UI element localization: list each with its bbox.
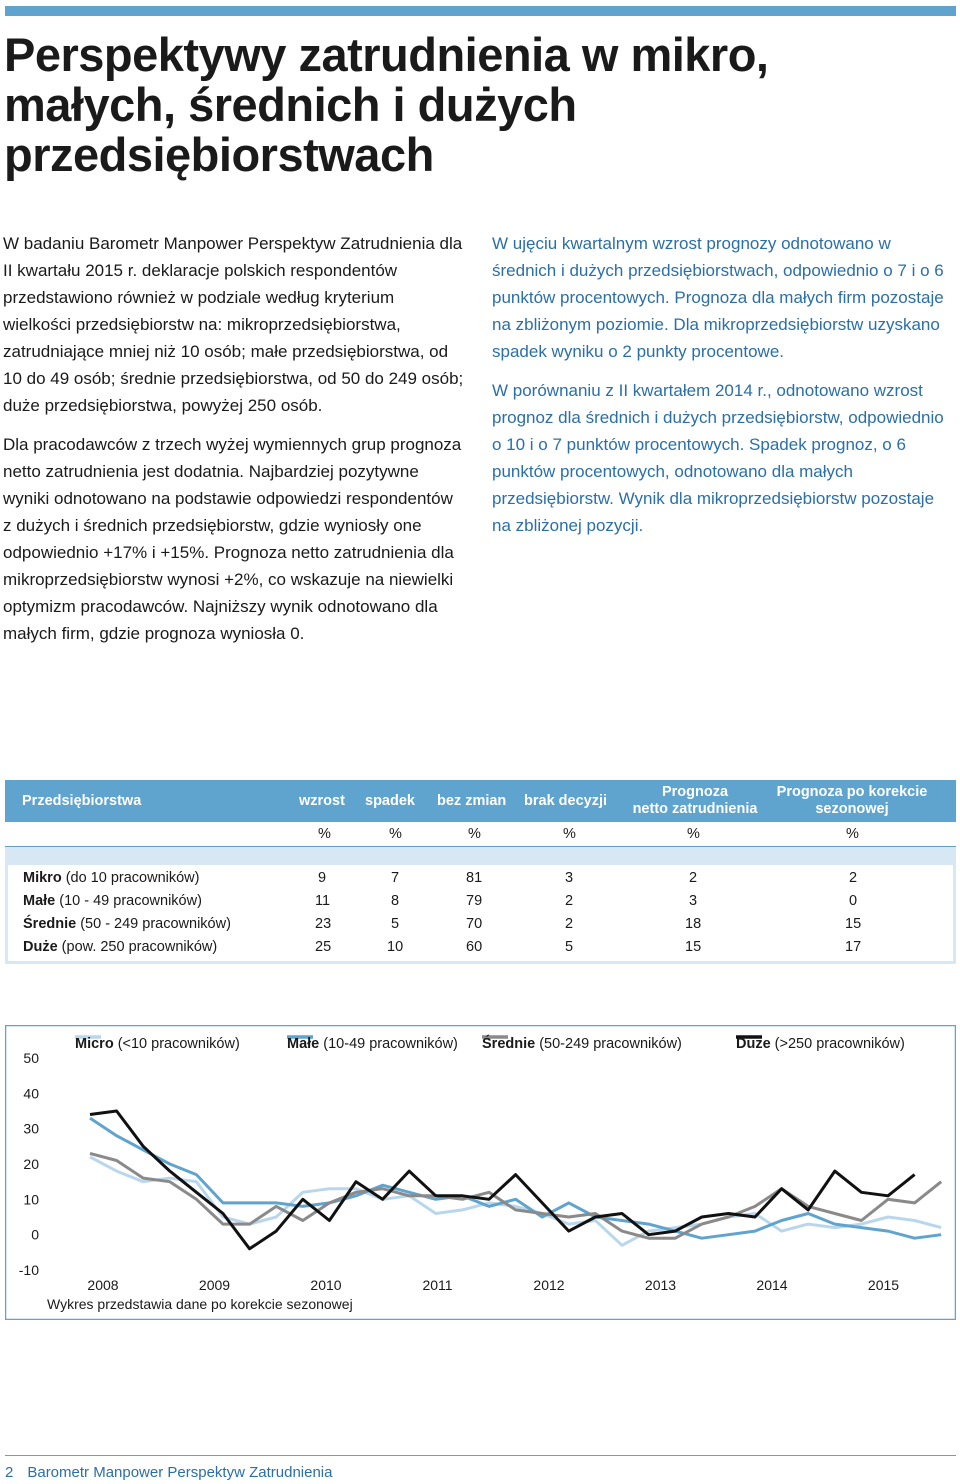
paragraph: W badaniu Barometr Manpower Perspektyw Zatrudnienia dla II kwartału 2015 r. deklaracje polskich respondentów przedstawiono również w podziale według kryterium wielkości przedsiębiorstw na: mikroprzedsiębiorstwa, zatrudniające mniej niż 10 osób; małe przedsiębiorstwa, od 10 do 49 osób; średnie przedsiębiorstwa, od 50 do 249 osób; duże przedsiębiorstwa, powyżej 250 osób. xyxy=(3,234,464,415)
table-row xyxy=(8,936,953,959)
table-row xyxy=(8,867,953,890)
cell-increase: 9 xyxy=(318,870,327,886)
table-row xyxy=(8,913,953,936)
cell-nochange: 79 xyxy=(466,893,483,909)
cell-decrease: 7 xyxy=(391,870,400,886)
cell-nodecision: 3 xyxy=(565,870,574,886)
unit: % xyxy=(318,826,331,842)
header-adjusted-forecast xyxy=(767,784,937,818)
x-year-label: 2014 xyxy=(756,1277,788,1293)
table-row xyxy=(8,890,953,913)
x-year-label: 2015 xyxy=(867,1277,900,1293)
header-adj-line2: sezonowej xyxy=(815,801,889,817)
cell-nodecision: 2 xyxy=(565,893,574,909)
x-year-label: 2008 xyxy=(87,1277,119,1293)
y-tick-label: -10 xyxy=(18,1262,39,1278)
employment-forecast-chart xyxy=(5,1025,956,1320)
header-nochange: bez zmian xyxy=(437,793,507,809)
cell-nochange: 60 xyxy=(466,939,483,955)
y-tick-label: 0 xyxy=(31,1226,39,1243)
forecast-table xyxy=(5,780,956,964)
page-number: 2 xyxy=(5,1464,14,1481)
legend-label: Małe (10-49 pracowników) xyxy=(287,1036,458,1052)
row-label: Mikro (do 10 pracowników) xyxy=(23,870,200,886)
top-accent-bar xyxy=(5,6,956,16)
legend-label: Średnie (50-249 pracowników) xyxy=(482,1036,682,1052)
table-header xyxy=(5,780,956,822)
paragraph: W ujęciu kwartalnym wzrost prognozy odnotowano w średnich i dużych przedsiębiorstwach, odpowiednio o 7 i o 6 punktów procentowych. Prognoza dla małych firm pozostaje na zbliżonym poziomie. Dla mikroprzedsiębiorstw uzyskano spadek wyniku o 2 punkty procentowe. xyxy=(492,234,944,361)
y-tick-label: 10 xyxy=(23,1191,39,1208)
cell-nodecision: 2 xyxy=(565,916,574,932)
cell-increase: 11 xyxy=(315,893,331,909)
x-year-label: 2012 xyxy=(533,1277,565,1293)
unit: % xyxy=(563,826,576,842)
cell-adjusted: 15 xyxy=(845,916,862,932)
chart-note: Wykres przedstawia dane po korekcie sezonowej xyxy=(47,1296,353,1312)
page-title: Perspektywy zatrudnienia w mikro, małych, średnich i dużych przedsiębiorstwach xyxy=(4,28,769,181)
unit-row xyxy=(5,822,956,847)
cell-net: 3 xyxy=(689,893,698,909)
unit: % xyxy=(468,826,481,842)
cell-adjusted: 2 xyxy=(849,870,858,886)
row-label: Duże (pow. 250 pracowników) xyxy=(23,939,218,955)
x-year-label: 2011 xyxy=(422,1277,453,1293)
x-year-label: 2009 xyxy=(198,1277,231,1293)
chart-frame xyxy=(6,1026,956,1320)
unit: % xyxy=(389,826,402,842)
x-year-label: 2010 xyxy=(310,1277,342,1293)
header-company: Przedsiębiorstwa xyxy=(22,793,142,809)
header-net-forecast xyxy=(625,784,765,818)
header-adj-line1: Prognoza po korekcie xyxy=(776,784,928,800)
right-column xyxy=(492,230,954,551)
page-footer xyxy=(5,1464,346,1481)
header-net-line1: Prognoza xyxy=(661,784,729,800)
left-column xyxy=(3,230,465,659)
cell-nochange: 70 xyxy=(466,916,483,932)
cell-nochange: 81 xyxy=(466,870,483,886)
footer-title: Barometr Manpower Perspektyw Zatrudnienia xyxy=(27,1464,333,1481)
paragraph: Dla pracodawców z trzech wyżej wymiennych grup prognoza netto zatrudnienia jest dodatnia. Najbardziej pozytywne wyniki odnotowano na podstawie odpowiedzi respondentów z dużych i średnich przedsiębiorstw, gdzie wyniosły one odpowiednio +17% i +15%. Prognoza netto zatrudnienia dla mikroprzedsiębiorstw wynosi +2%, co wskazuje na niewielki optymizm pracodawców. Najniższy wynik odnotowano dla małych firm, gdzie prognoza wyniosła 0. xyxy=(3,435,462,643)
header-decrease: spadek xyxy=(365,793,415,809)
unit: % xyxy=(846,826,859,842)
cell-decrease: 10 xyxy=(387,939,404,955)
cell-nodecision: 5 xyxy=(565,939,574,955)
row-label: Średnie (50 - 249 pracowników) xyxy=(23,916,231,932)
cell-decrease: 5 xyxy=(391,916,400,932)
header-increase: wzrost xyxy=(299,793,345,809)
footer-rule xyxy=(5,1455,956,1456)
cell-adjusted: 17 xyxy=(845,939,862,955)
cell-adjusted: 0 xyxy=(849,893,858,909)
cell-net: 2 xyxy=(689,870,698,886)
x-year-label: 2013 xyxy=(644,1277,677,1293)
table-spacer xyxy=(5,847,956,865)
paragraph: W porównaniu z II kwartałem 2014 r., odnotowano wzrost prognoz dla średnich i dużych przedsiębiorstw, odpowiednio o 10 i o 7 punktów procentowych. Spadek prognoz, o 6 punktów procentowych, odnotowano dla małych przedsiębiorstw. Wynik dla mikroprzedsiębiorstw pozostaje na zbliżonej pozycji. xyxy=(492,381,944,535)
cell-increase: 23 xyxy=(315,916,332,932)
unit: % xyxy=(687,826,700,842)
legend-label: Micro (<10 pracowników) xyxy=(75,1036,240,1052)
header-nodecision: brak decyzji xyxy=(524,793,608,809)
cell-increase: 25 xyxy=(315,939,332,955)
header-net-line2: netto zatrudnienia xyxy=(632,801,758,817)
cell-net: 18 xyxy=(685,916,702,932)
row-label: Małe (10 - 49 pracowników) xyxy=(23,893,202,909)
cell-decrease: 8 xyxy=(391,893,400,909)
y-tick-label: 30 xyxy=(23,1120,39,1137)
y-tick-label: 50 xyxy=(23,1050,39,1066)
legend-label: Duże (>250 pracowników) xyxy=(736,1036,905,1052)
y-tick-label: 20 xyxy=(23,1156,39,1172)
cell-net: 15 xyxy=(685,939,702,955)
table-body xyxy=(5,865,956,964)
y-tick-label: 40 xyxy=(23,1085,39,1102)
